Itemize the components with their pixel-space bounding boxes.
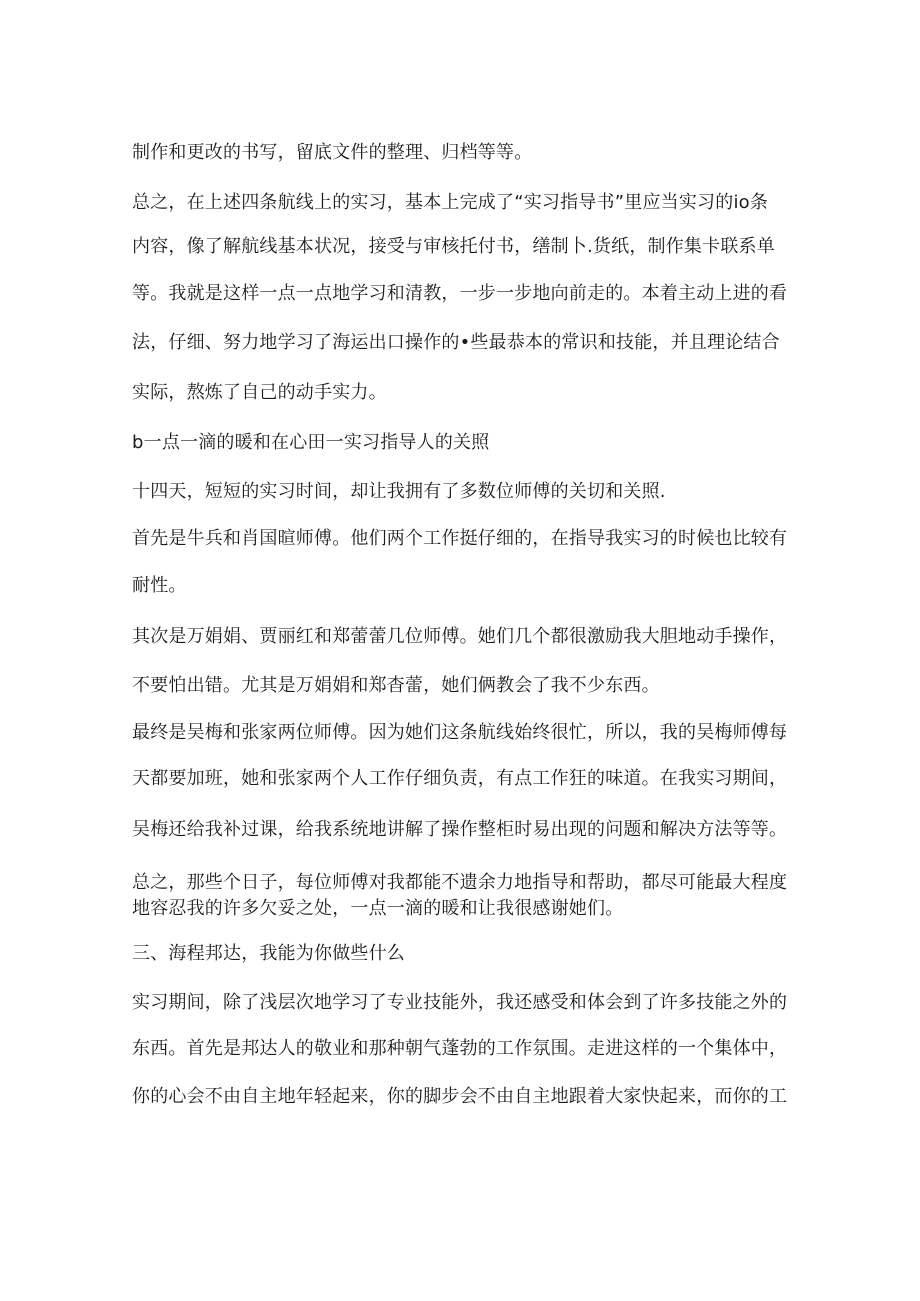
- text-line: 十四天，短短的实习时间，却让我拥有了多数位师傅的关切和关照.: [132, 481, 666, 502]
- section-heading: b一点一滴的暖和在心田一实习指导人的关照: [132, 432, 490, 453]
- text-line: 东西。首先是邦达人的敬业和那种朝气蓬勃的工作氛围。走进这样的一个集体中，: [132, 1038, 788, 1059]
- text-line: 制作和更改的书写，留底文件的整理、归档等等。: [132, 142, 533, 163]
- text-line: 耐性。: [132, 575, 187, 596]
- text-line: 不要怕出错。尤其是万娟娟和郑杳蕾，她们俩教会了我不少东西。: [132, 675, 660, 696]
- text-line: 法，仔细、努力地学习了海运出口操作的•些最恭本的常识和技能，并且理论结合: [132, 332, 780, 353]
- text-line: 首先是牛兵和肖国暄师傅。他们两个工作挺仔细的，在指导我实习的时候也比较有: [132, 528, 788, 549]
- text-line: 天都要加班，她和张家两个人工作仔细负责，有点工作狂的味道。在我实习期间，: [132, 768, 788, 789]
- text-line: 实习期间，除了浅层次地学习了专业技能外，我还感受和体会到了许多技能之外的: [132, 992, 788, 1013]
- text-line: 总之，那些个日子，每位师傅对我都能不遗余力地指导和帮助，都尽可能最大程度: [132, 872, 788, 893]
- text-line: 等。我就是这样一点一点地学习和清教，一步一步地向前走的。本着主动上进的看: [132, 283, 788, 304]
- text-line: 地容忍我的许多欠妥之处，一点一滴的暖和让我很感谢她们。: [132, 898, 624, 919]
- text-line: 实际，熬炼了自己的动手实力。: [132, 382, 387, 403]
- section-heading: 三、海程邦达，我能为你做些什么: [132, 943, 405, 964]
- text-line: 其次是万娟娟、贾丽红和郑蕾蕾几位师傅。她们几个都很激励我大胆地动手操作，: [132, 626, 788, 647]
- text-line: 你的心会不由自主地年轻起来，你的脚步会不由自主地跟着大家快起来，而你的工: [132, 1086, 788, 1107]
- text-line: 内容，像了解航线基本状况，接受与审核托付书，缮制卜.货纸，制作集卡联系单: [132, 236, 775, 257]
- text-line: 最终是吴梅和张家两位师傅。因为她们这条航线始终很忙，所以，我的吴梅师傅每: [132, 722, 788, 743]
- text-line: 吴梅还给我补过课，给我系统地讲解了操作整柜时易出现的问题和解决方法等等。: [132, 819, 788, 840]
- text-line: 总之，在上述四条航线上的实习，基本上完成了“实习指导书”里应当实习的io条: [132, 192, 769, 213]
